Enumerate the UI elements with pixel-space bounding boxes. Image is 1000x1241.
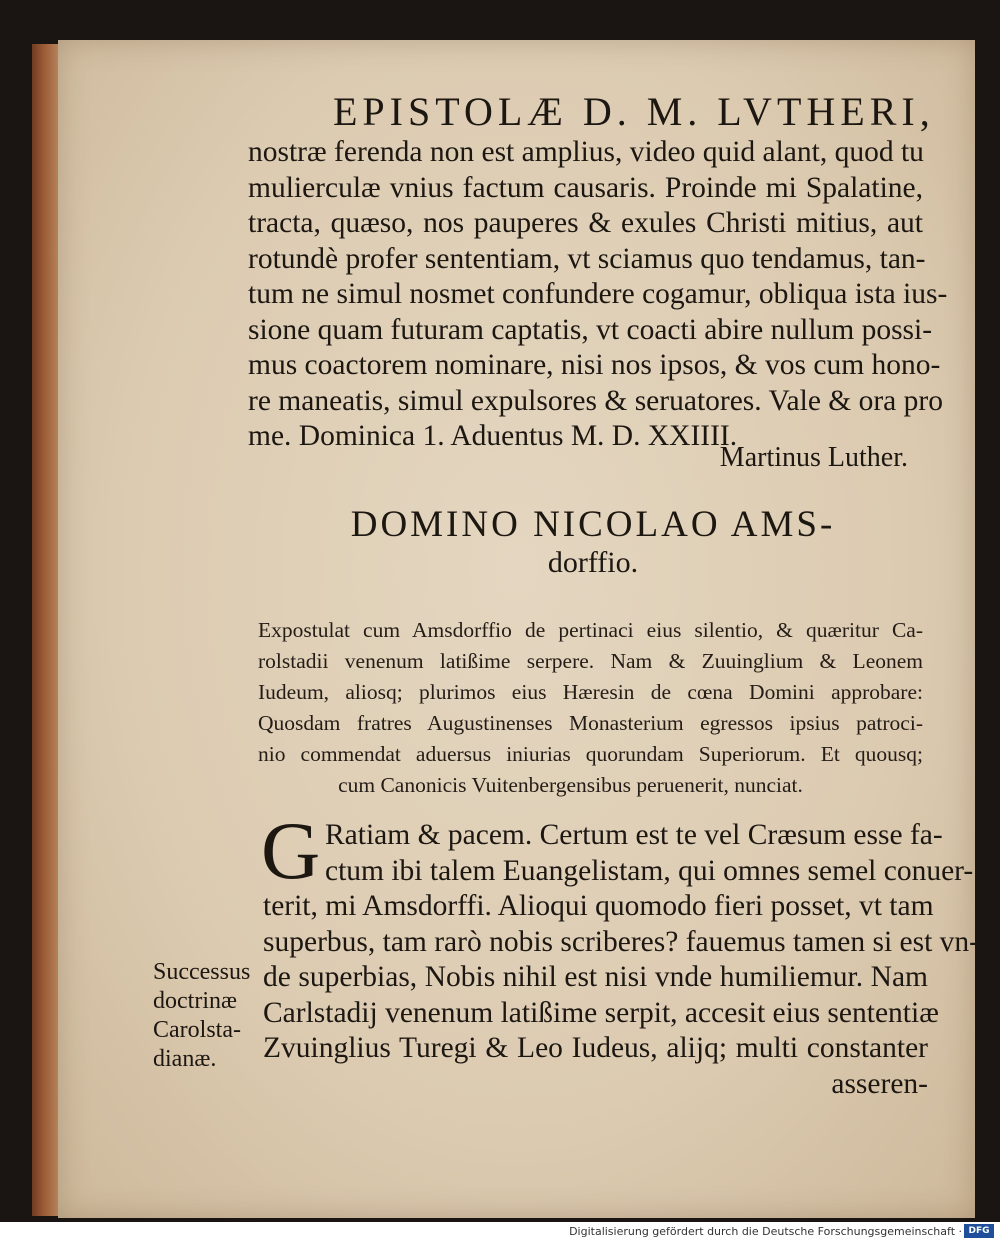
summary-line: Iudeum, aliosq; plurimos eius Hæresin de cœna Domini approbare: bbox=[258, 680, 923, 704]
summary-line: Expostulat cum Amsdorffio de pertinaci eius silentio, & quæritur Ca- bbox=[258, 618, 923, 642]
running-head: EPISTOLÆ D. M. LVTHERI, bbox=[333, 89, 935, 134]
heading-line: dorffio. bbox=[547, 546, 639, 579]
text-line: tracta, quæso, nos pauperes & exules Christi mitius, aut bbox=[248, 207, 923, 239]
letter-body-paragraph bbox=[263, 818, 979, 1102]
page-edge bbox=[32, 44, 60, 1216]
margin-note-line: Successus bbox=[153, 959, 251, 985]
text-line: ctum ibi talem Euangelistam, qui omnes semel conuer- bbox=[325, 854, 974, 887]
catchword: asseren- bbox=[831, 1067, 928, 1100]
summary-line: Quosdam fratres Augustinenses Monasterium egressos ipsius patroci- bbox=[258, 711, 923, 735]
text-line: me. Dominica 1. Aduentus M. D. XXIIII. bbox=[248, 420, 738, 452]
text-line: Carlstadij venenum latißime serpit, accesit eius sententiæ bbox=[263, 996, 939, 1029]
text-line: rotundè profer sententiam, vt sciamus quo tendamus, tan- bbox=[248, 242, 926, 275]
drop-cap: G bbox=[261, 805, 321, 896]
funding-credit: Digitalisierung gefördert durch die Deutsche Forschungsgemeinschaft · bbox=[569, 1225, 962, 1238]
text-line: tum ne simul nosmet confundere cogamur, obliqua ista ius- bbox=[248, 278, 948, 310]
summary-line: cum Canonicis Vuitenbergensibus peruenerit, nunciat. bbox=[338, 773, 803, 797]
book-page bbox=[58, 40, 979, 1218]
text-line: Ratiam & pacem. Certum est te vel Cræsum esse fa- bbox=[325, 819, 943, 851]
margin-note-line: Carolsta- bbox=[153, 1017, 241, 1043]
text-line: nostræ ferenda non est amplius, video quid alant, quod tu bbox=[248, 136, 924, 168]
letter-ending-paragraph bbox=[248, 135, 948, 455]
text-line: terit, mi Amsdorffi. Alioqui quomodo fieri posset, vt tam bbox=[263, 890, 934, 922]
letter-heading bbox=[333, 502, 853, 578]
text-line: mus coactorem nominare, nisi nos ipsos, & vos cum hono- bbox=[248, 349, 941, 381]
text-line: mulierculæ vnius factum causaris. Proinde mi Spalatine, bbox=[248, 171, 923, 204]
margin-note-line: dianæ. bbox=[153, 1046, 217, 1072]
text-line: sione quam futuram captatis, vt coacti abire nullum possi- bbox=[248, 313, 933, 346]
heading-line: DOMINO NICOLAO AMS- bbox=[350, 504, 836, 545]
text-line: re maneatis, simul expulsores & seruatores. Vale & ora pro bbox=[248, 384, 943, 417]
signature: Martinus Luther. bbox=[719, 442, 908, 473]
summary-line: rolstadii venenum latißime serpere. Nam & Zuuinglium & Leonem bbox=[258, 649, 923, 673]
margin-note-line: doctrinæ bbox=[153, 988, 237, 1014]
margin-note bbox=[153, 958, 263, 1074]
text-line: de superbias, Nobis nihil est nisi vnde humiliemur. Nam bbox=[263, 961, 928, 993]
summary-line: nio commendat aduersus iniurias quorundam Superiorum. Et quousq; bbox=[258, 742, 923, 766]
letter-summary bbox=[258, 615, 923, 801]
text-line: superbus, tam rarò nobis scriberes? fauemus tamen si est vn- bbox=[263, 925, 979, 958]
dfg-logo: DFG bbox=[964, 1224, 994, 1238]
text-line: Zvuinglius Turegi & Leo Iudeus, alijq; multi constanter bbox=[263, 1032, 928, 1064]
